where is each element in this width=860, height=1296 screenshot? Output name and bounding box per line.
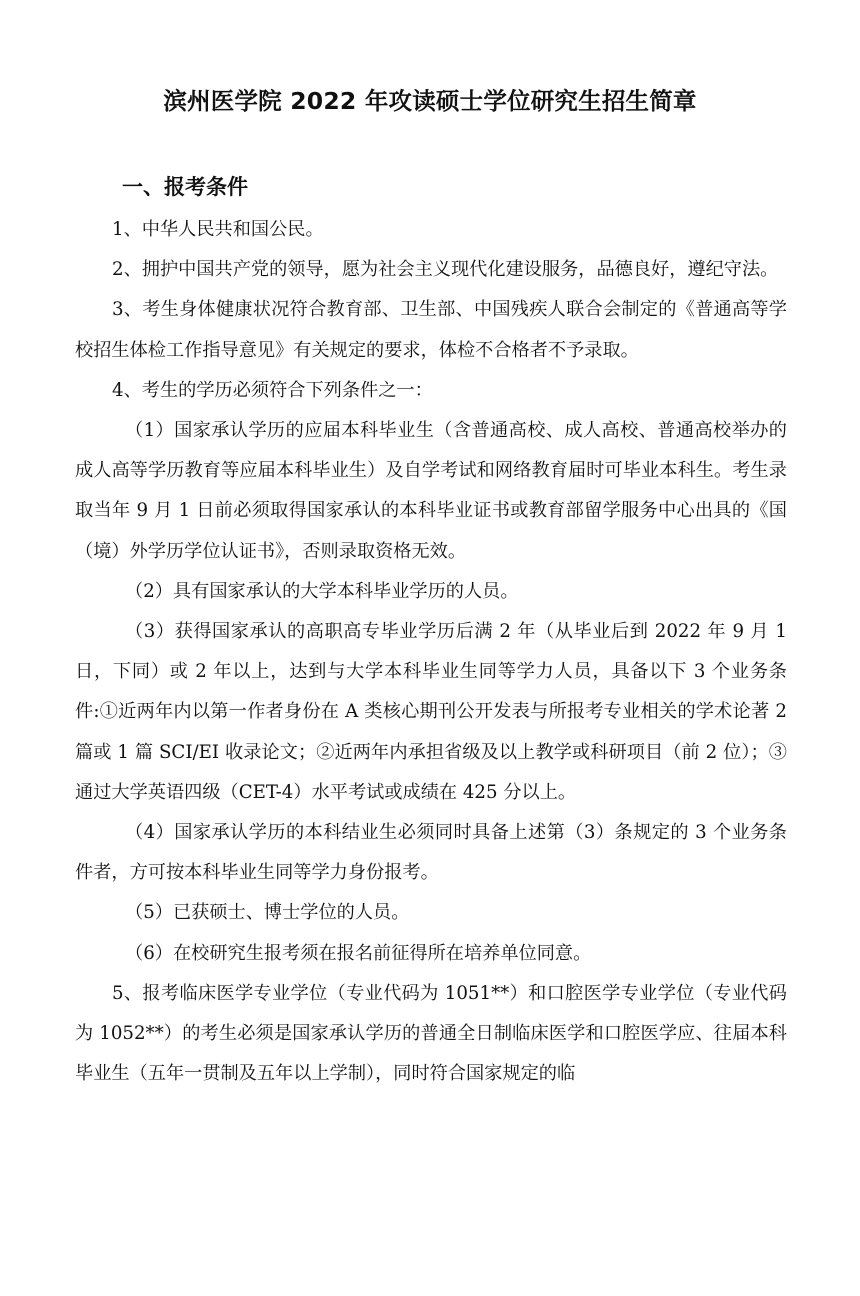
paragraph-subitem-3: （3）获得国家承认的高职高专毕业学历后满 2 年（从毕业后到 2022 年 9 月 1 日，下同）或 2 年以上，达到与大学本科毕业生同等学力人员，具备以下 3 个业务条件:①近两年内以第一作者身份在 A 类核心期刊公开发表与所报考专业相关的学术论著 2 篇或 1 篇 SCI/EI 收录论文；②近两年内承担省级及以上教学或科研项目（前 2 位）；③通过大学英语四级（CET-4）水平考试或成绩在 425 分以上。 xyxy=(75,621,787,803)
paragraph-subitem-2: （2）具有国家承认的大学本科毕业学历的人员。 xyxy=(125,580,519,602)
document-body xyxy=(75,210,787,1094)
paragraph-condition-4: 4、考生的学历必须符合下列条件之一： xyxy=(112,379,433,401)
paragraph-subitem-6: （6）在校研究生报考须在报名前征得所在培养单位同意。 xyxy=(125,942,592,964)
section-heading: 一、报考条件 xyxy=(122,175,248,199)
paragraph-condition-5: 5、报考临床医学专业学位（专业代码为 1051**）和口腔医学专业学位（专业代码为 1052**）的考生必须是国家承认学历的普通全日制临床医学和口腔医学应、往届本科毕业生（五年一贯制及五年以上学制），同时符合国家规定的临 xyxy=(75,982,787,1085)
paragraph-subitem-4: （4）国家承认学历的本科结业生必须同时具备上述第（3）条规定的 3 个业务条件者，方可按本科毕业生同等学力身份报考。 xyxy=(75,822,787,884)
document-title: 滨州医学院 2022 年攻读硕士学位研究生招生简章 xyxy=(163,87,697,115)
paragraph-condition-1: 1、中华人民共和国公民。 xyxy=(112,219,324,240)
paragraph-subitem-1: （1）国家承认学历的应届本科毕业生（含普通高校、成人高校、普通高校举办的成人高等学历教育等应届本科毕业生）及自学考试和网络教育届时可毕业本科生。考生录取当年 9 月 1 日前必须取得国家承认的本科毕业证书或教育部留学服务中心出具的《国（境）外学历学位认证书》，否则录取资格无效。 xyxy=(75,420,787,562)
paragraph-subitem-5: （5）已获硕士、博士学位的人员。 xyxy=(125,902,410,924)
paragraph-condition-3: 3、考生身体健康状况符合教育部、卫生部、中国残疾人联合会制定的《普通高等学校招生体检工作指导意见》有关规定的要求，体检不合格者不予录取。 xyxy=(75,299,787,361)
paragraph-condition-2: 2、拥护中国共产党的领导，愿为社会主义现代化建设服务，品德良好，遵纪守法。 xyxy=(112,259,779,281)
